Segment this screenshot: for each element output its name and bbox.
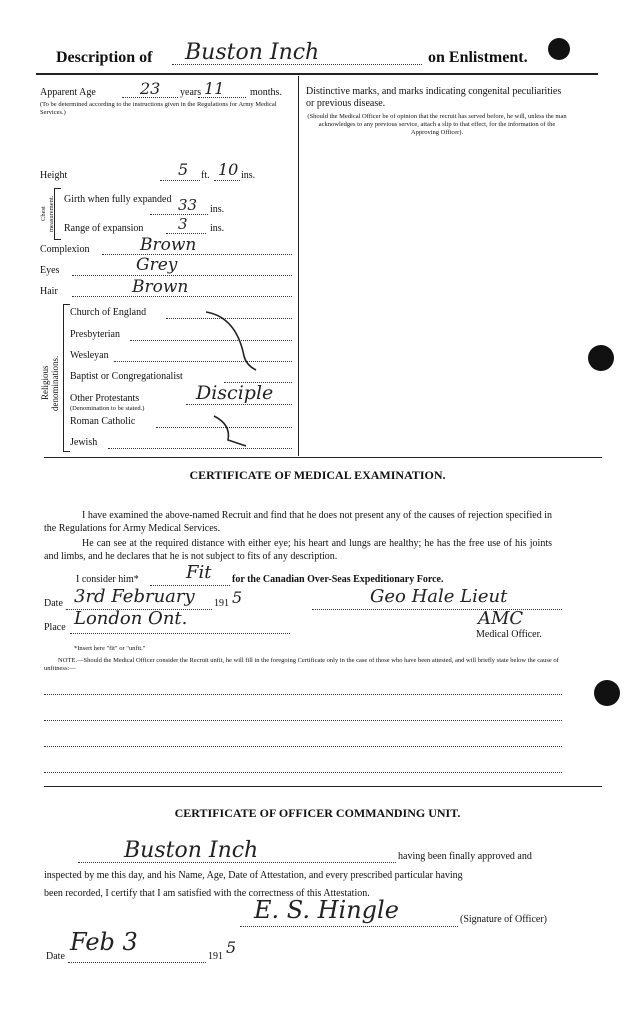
age-note: (To be determined according to the instructions given in the Regulations for Army Medical Services.) [40,101,277,116]
religion-note: (Denomination to be stated.) [70,405,145,412]
unfit-note: NOTE.—Should the Medical Officer consider the Recruit unfit, he will fill in the foregoing Certificate only in the case of those who have been attested, and will briefly state below the cause of unfitness:— [44,657,559,672]
column-divider [298,76,299,456]
commanding-sig-label: (Signature of Officer) [460,914,548,925]
medical-sign-line [312,609,562,610]
commanding-date-hw: Feb 3 [70,928,138,956]
header-title-right: on Enlistment. [428,49,528,66]
commanding-text3: been recorded, I certify that I am satisfied with the correctness of this Attestation. [44,888,370,899]
height-in-hw: 10 [218,160,239,179]
medical-sign-hw: Geo Hale Lieut [370,586,508,607]
medical-date-hw: 3rd February [74,586,195,607]
hair-hw: Brown [132,277,189,297]
unfit-line-4 [44,772,562,773]
punch-hole-top [548,38,570,60]
eyes-hw: Grey [136,255,178,275]
section-rule-2 [44,786,602,787]
expansion-label: Range of expansion [64,223,144,234]
place-label: Place [44,622,66,633]
religion-other-protestants: Other Protestants [70,393,140,404]
punch-hole-bottom [594,680,620,706]
months-label: months. [250,87,282,98]
religion-roman-catholic: Roman Catholic [70,416,136,427]
expansion-line [166,233,206,234]
religion-strike-marks [200,306,270,456]
religion-wesleyan: Wesleyan [70,350,109,361]
height-ft-line [160,180,200,181]
commanding-name-hw: Buston Inch [124,838,259,863]
commanding-text2: inspected by me this day, and his Name, Age, Date of Attestation, and every prescribed particular having [44,870,463,881]
commanding-year-hw: 5 [226,938,237,957]
punch-hole-middle [588,345,614,371]
height-ft-hw: 5 [178,160,189,179]
complexion-label: Complexion [40,244,90,255]
eyes-label: Eyes [40,265,60,276]
insert-note: *Insert here "fit" or "unfit." [74,645,146,652]
consider-label: I consider him* [76,574,139,585]
medical-date-label: Date [44,598,63,609]
girth-ins-label: ins. [210,204,225,215]
height-ins-label: ins. [241,170,256,181]
commanding-sig-line [240,926,458,927]
age-months-hw: 11 [204,79,225,98]
girth-hw: 33 [178,196,198,214]
religion-baptist: Baptist or Congregationalist [70,371,183,382]
unfit-line-2 [44,720,562,721]
medical-year-prefix: 191 [214,598,229,609]
expansion-ins-label: ins. [210,223,225,234]
religion-hw: Disciple [196,382,274,404]
marks-label: Distinctive marks, and marks indicating congenital peculiarities or previous disease. [306,86,562,109]
expansion-hw: 3 [178,215,188,233]
fit-hw: Fit [186,562,212,583]
religion-presbyterian: Presbyterian [70,329,120,340]
place-hw: London Ont. [74,608,188,629]
force-label: for the Canadian Over-Seas Expeditionary Force. [232,574,444,585]
age-years-hw: 23 [140,79,161,98]
complexion-hw: Brown [140,235,197,255]
religion-bracket [63,304,70,452]
medical-heading: CERTIFICATE OF MEDICAL EXAMINATION. [189,468,446,482]
hair-label: Hair [40,286,58,297]
hair-line [72,296,292,297]
age-label: Apparent Age [40,87,96,98]
place-line [70,633,290,634]
medical-para2: He can see at the required distance with either eye; his heart and lungs are healthy; he has the free use of his joints and limbs, and he declares that he is not subject to fits of any description. [44,538,552,562]
unfit-line-3 [44,746,562,747]
header-title-left: Description of [56,49,153,66]
marks-note: (Should the Medical Officer be of opinion that the recruit has served before, he will, unless the man acknowledges to any previous service, attach a slip to that effect, for the information of the Approving Officer). [307,113,567,136]
header-name-handwritten: Buston Inch [185,40,320,65]
religion-jewish: Jewish [70,437,98,448]
ft-label: ft. [201,170,210,181]
age-years-line [122,97,178,98]
medical-sign2-hw: AMC [478,608,524,629]
religion-church-of-england: Church of England [70,307,147,318]
commanding-text1: having been finally approved and [398,851,532,862]
header-rule [36,73,598,75]
complexion-line [102,254,292,255]
commanding-sig-hw: E. S. Hingle [254,896,399,924]
medical-para1: I have examined the above-named Recruit and find that he does not present any of the causes of rejection specified in the Regulations for Army Medical Services. [44,510,552,534]
height-label: Height [40,170,68,181]
unfit-line-1 [44,694,562,695]
height-in-line [214,180,240,181]
chest-bracket [54,188,61,240]
eyes-line [72,275,292,276]
commanding-date-label: Date [46,951,65,962]
chest-side-label: Chest measurement. [40,195,55,233]
commanding-date-line [68,962,206,963]
medical-officer-label: Medical Officer. [476,629,542,640]
medical-year-hw: 5 [232,588,243,607]
commanding-heading: CERTIFICATE OF OFFICER COMMANDING UNIT. [174,806,461,820]
years-label: years [180,87,202,98]
religion-side-label: Religious denominations. [40,355,60,411]
commanding-name-line [78,862,396,863]
age-months-line [198,97,246,98]
commanding-year-prefix: 191 [208,951,223,962]
girth-label: Girth when fully expanded [64,194,172,205]
header-name-line [172,64,422,65]
section-rule-1 [44,457,602,458]
